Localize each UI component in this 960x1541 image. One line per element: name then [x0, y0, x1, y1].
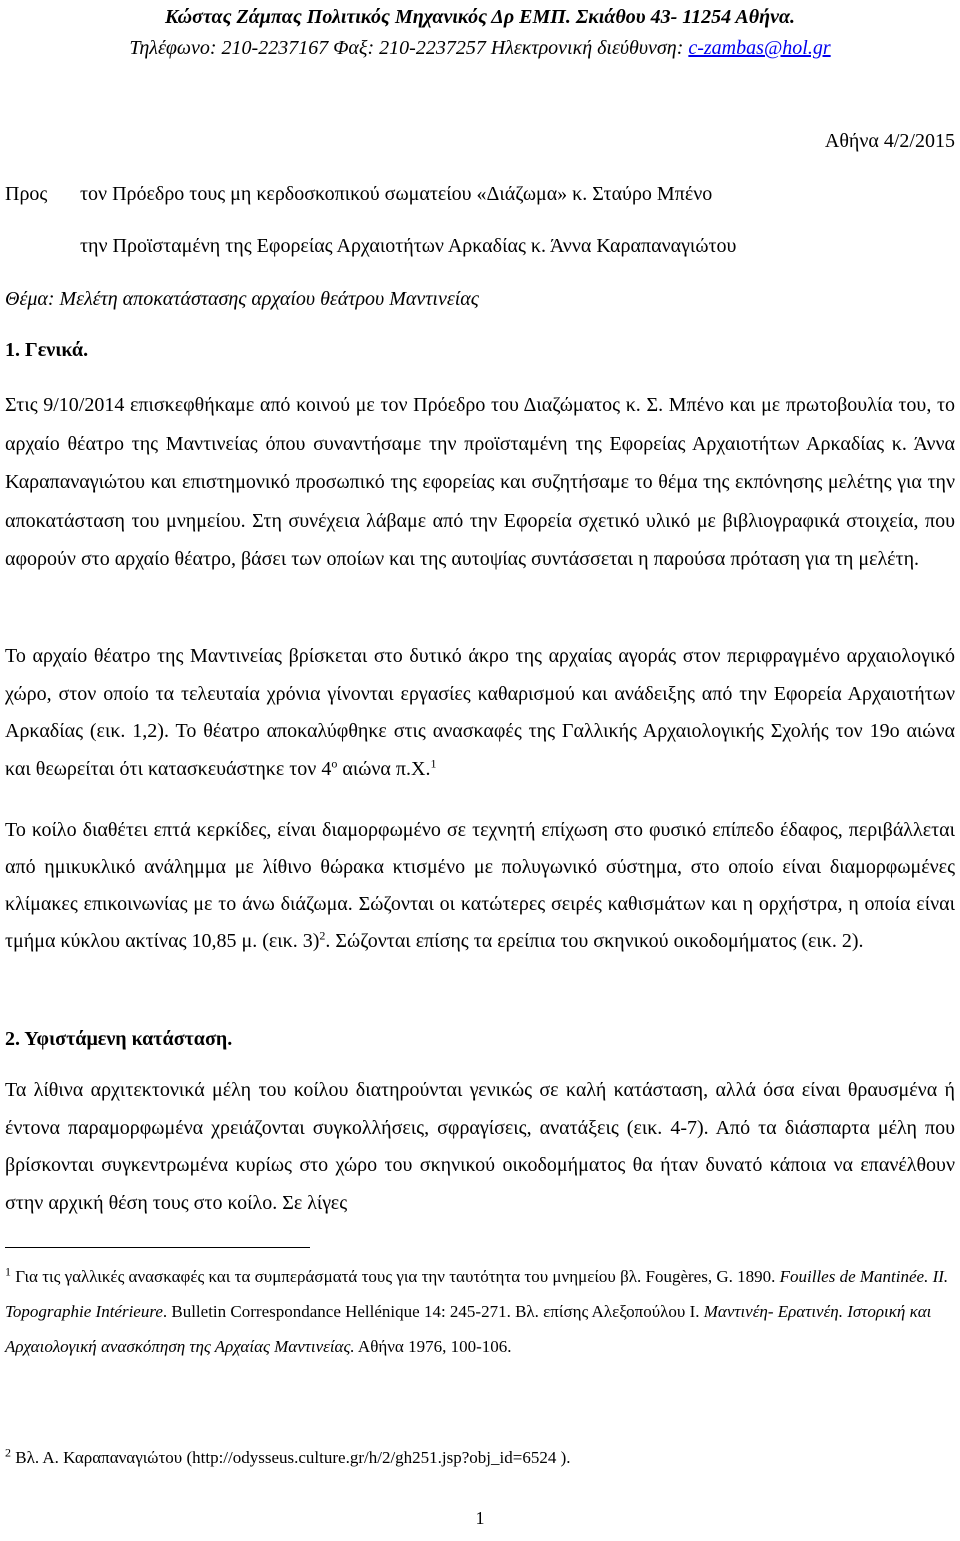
section-1-paragraph-2 — [5, 638, 955, 788]
footnote-number: 1 — [5, 1264, 11, 1279]
footnote-separator — [5, 1247, 310, 1248]
footnote-title: Fouilles de Mantinée. II. Topographie Intérieure — [5, 1267, 949, 1321]
section-2-paragraph-1: Τα λίθινα αρχιτεκτονικά μέλη του κοίλου διατηρούνται γενικώς σε καλή κατάσταση, αλλά όσα είναι θραυσμένα ή έντονα παραμορφωμένα χρειάζονται συγκολλήσεις, σφραγίσεις, ανατάξεις (εικ. 4-7). Από τα διάσπαρτα μέλη που βρίσκονται συγκεντρωμένα κυρίως στο χώρο του σκηνικού οικοδομήματος θα ήταν δυνατό κάποια να επανέλθουν στην αρχική θέση τους στο κοίλο. Σε λίγες — [5, 1079, 955, 1214]
paragraph-text: αιώνα π.Χ. — [337, 757, 431, 780]
footnote-ref-2[interactable]: 2 — [319, 928, 326, 943]
email-link[interactable]: c-zambas@hol.gr — [688, 37, 831, 59]
paragraph-text: Το κοίλο διαθέτει επτά κερκίδες, είναι διαμορφωμένο σε τεχνητή επίχωση στο φυσικό επίπεδο έδαφος, περιβάλλεται από ημικυκλικό ανάλημμα με λίθινο θώρακα κτισμένο με πολυγωνικό σύστημα, στο οποίο είναι διαμορφωμένες κλίμακες επικοινωνίας με το άνω διάζωμα. Σώζονται οι κατώτερες σειρές καθισμάτων και η ορχήστρα, η οποία είναι τμήμα κύκλου ακτίνας 10,85 μ. (εικ. 3) — [5, 819, 955, 952]
footnote-title: Μαντινέη- Ερατινέη. Ιστορική και Αρχαιολογική ανασκόπηση της Αρχαίας Μαντινείας. — [5, 1302, 932, 1356]
recipient-2: την Προϊσταμένη της Εφορείας Αρχαιοτήτων Αρκαδίας κ. Άννα Καραπαναγιώτου — [80, 235, 737, 257]
footnote-text: Αθήνα 1976, 100-106. — [354, 1337, 512, 1356]
paragraph-text: Το αρχαίο θέατρο της Μαντινείας βρίσκεται στο δυτικό άκρο της αρχαίας αγοράς στον περιφραγμένο αρχαιολογικό χώρο, στον οποίο τα τελευταία χρόνια γίνονται εργασίες καθαρισμού και ανάδειξης από την Εφορεία Αρχαιοτήτων Αρκαδίας (εικ. 1,2). Το θέατρο αποκαλύφθηκε στις ανασκαφές της Γαλλικής Αρχαιολογικής Σχολής τον 19ο αιώνα και θεωρείται ότι κατασκευάστηκε τον 4 — [5, 645, 955, 780]
page-number: 1 — [475, 1508, 485, 1528]
letterhead-name-address: Κώστας Ζάμπας Πολιτικός Μηχανικός Δρ ΕΜΠ. Σκιάθου 43- 11254 Αθήνα. — [164, 6, 796, 28]
section-1-paragraph-1: Στις 9/10/2014 επισκεφθήκαμε από κοινού με τον Πρόεδρο του Διαζώματος κ. Σ. Μπένο και με πρωτοβουλία του, το αρχαίο θέατρο της Μαντινείας όπου συναντήσαμε την προϊσταμένη της Εφορείας Αρχαιοτήτων Αρκαδίας κ. Άννα Καραπαναγιώτου και επιστημονικό προσωπικό της εφορείας και συζητήσαμε το θέμα της εκπόνησης μελέτης για την αποκατάσταση του μνημείου. Στη συνέχεια λάβαμε από την Εφορεία σχετικό υλικό με βιβλιογραφικά στοιχεία, που αφορούν στο αρχαίο θέατρο, βάσει των οποίων και της αυτοψίας συντάσσεται η παρούσα πρόταση για τη μελέτη. — [5, 394, 955, 571]
recipients-label: Προς — [5, 183, 48, 205]
letterhead-contact — [5, 37, 955, 60]
footnote-1 — [5, 1259, 955, 1364]
ordinal-superscript: ο — [331, 755, 338, 770]
footnote-text: . Bulletin Correspondance Hellénique 14: 245-271. Βλ. επίσης Αλεξοπούλου Ι. — [162, 1302, 704, 1321]
footnote-text: Για τις γαλλικές ανασκαφές και τα συμπεράσματά τους για την ταυτότητα του μνημείου βλ. Fougères, G. 1890. — [11, 1267, 780, 1286]
section-1-heading: 1. Γενικά. — [5, 339, 89, 361]
footnote-2 — [5, 1440, 955, 1475]
letter-date: Αθήνα 4/2/2015 — [824, 130, 955, 152]
contact-text: Τηλέφωνο: 210-2237167 Φαξ: 210-2237257 Ηλεκτρονική διεύθυνση: — [129, 37, 689, 59]
paragraph-text: . Σώζονται επίσης τα ερείπια του σκηνικού οικοδομήματος (εικ. 2). — [325, 930, 864, 952]
subject-line: Θέμα: Μελέτη αποκατάστασης αρχαίου θεάτρου Μαντινείας — [5, 288, 479, 310]
section-2-heading: 2. Υφιστάμενη κατάσταση. — [5, 1028, 233, 1050]
footnote-ref-1[interactable]: 1 — [430, 755, 437, 770]
recipient-1: τον Πρόεδρο τους μη κερδοσκοπικού σωματείου «Διάζωμα» κ. Σταύρο Μπένο — [80, 183, 713, 205]
footnote-number: 2 — [5, 1445, 11, 1460]
footnote-text: Βλ. Α. Καραπαναγιώτου (http://odysseus.culture.gr/h/2/gh251.jsp?obj_id=6524 ). — [11, 1448, 571, 1467]
section-1-paragraph-3 — [5, 812, 955, 960]
